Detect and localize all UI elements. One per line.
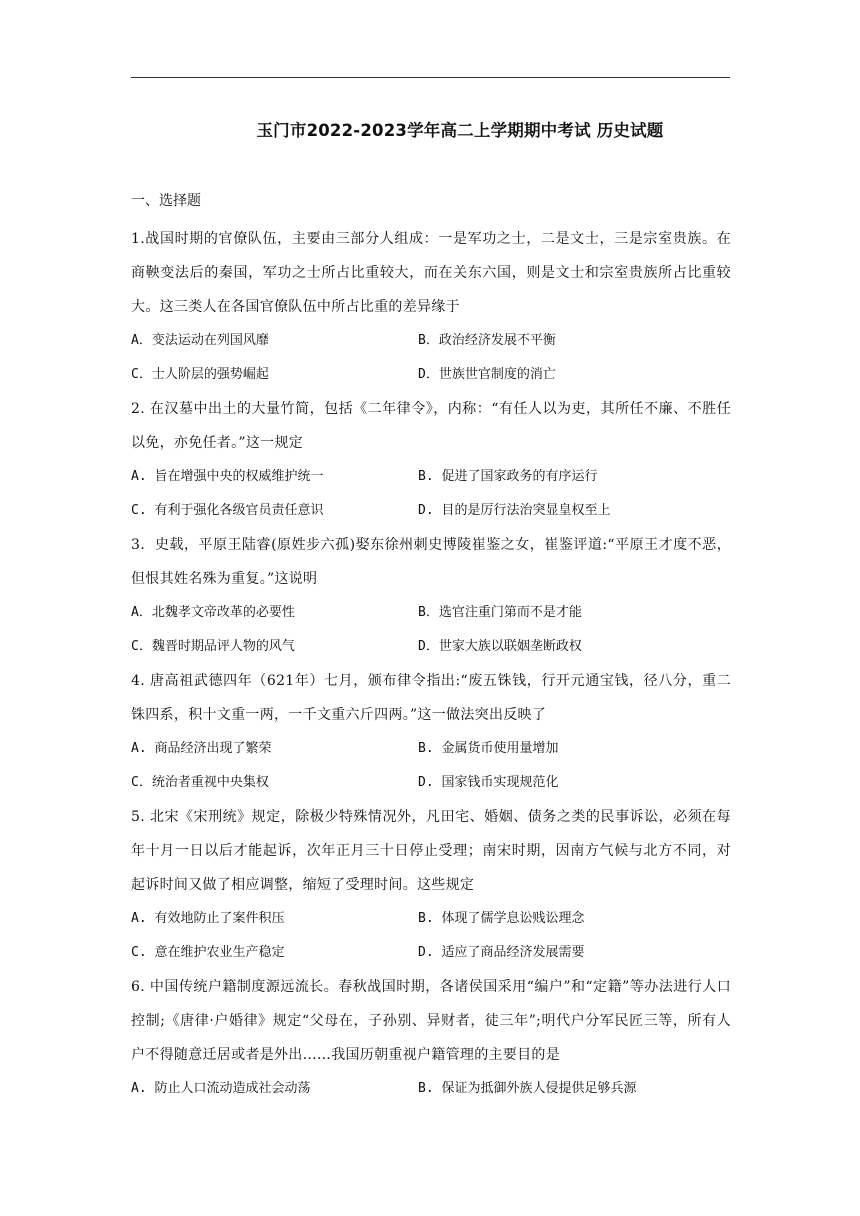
question-stem: 1.战国时期的官僚队伍，主要由三部分人组成：一是军功之士，二是文士，三是宗室贵族。在商鞅变法后的秦国，军功之士所占比重较大，而在关东六国，则是文士和宗室贵族所占比重较大。这三类人在各国官僚队伍中所占比重的差异缘于	[131, 231, 731, 315]
option-row	[131, 358, 731, 392]
option-row	[131, 902, 731, 936]
option-a: A. 旨在增强中央的权威维护统一	[131, 469, 324, 484]
question-stem: 2. 在汉墓中出土的大量竹简，包括《二年律令》，内称：“有任人以为吏，其所任不廉、不胜任以免，亦免任者。”这一规定	[131, 401, 731, 451]
question-2	[131, 392, 731, 528]
option-a: A. 防止人口流动造成社会动荡	[131, 1081, 311, 1096]
option-c: C. 有利于强化各级官员责任意识	[131, 503, 324, 518]
option-row	[131, 596, 731, 630]
option-d: D．世族世官制度的消亡	[418, 367, 556, 382]
option-row	[131, 494, 731, 528]
option-b: B．政治经济发展不平衡	[418, 333, 556, 348]
question-stem: 5. 北宋《宋刑统》规定，除极少特殊情况外，凡田宅、婚姻、债务之类的民事诉讼，必须在每年十月一日以后才能起诉，次年正月三十日停止受理；南宋时期，因南方气候与北方不同，对起诉时间又做了相应调整，缩短了受理时间。这些规定	[131, 809, 731, 893]
option-row	[131, 766, 731, 800]
page-title: 玉门市2022-2023学年高二上学期期中考试 历史试题	[256, 121, 664, 140]
question-list	[131, 222, 731, 1106]
option-row	[131, 460, 731, 494]
question-1	[131, 222, 731, 392]
option-row	[131, 936, 731, 970]
option-c: C．统治者重视中央集权	[131, 775, 269, 790]
option-a: A．北魏孝文帝改革的必要性	[131, 605, 295, 620]
option-b: B. 促进了国家政务的有序运行	[418, 469, 598, 484]
option-row	[131, 732, 731, 766]
option-c: C. 意在维护农业生产稳定	[131, 945, 285, 960]
question-6	[131, 970, 731, 1106]
question-3	[131, 528, 731, 664]
option-c: C．士人阶层的强势崛起	[131, 367, 269, 382]
option-row	[131, 630, 731, 664]
option-c: C．魏晋时期品评人物的风气	[131, 639, 295, 654]
question-stem: 6. 中国传统户籍制度源远流长。春秋战国时期，各诸侯国采用“编户”和“定籍”等办法进行人口控制;《唐律·户婚律》规定“父母在，子孙别、异财者，徒三年”;明代户分军民匠三等，所有人户不得随意迁居或者是外出……我国历朝重视户籍管理的主要目的是	[131, 979, 731, 1063]
option-d: D. 适应了商品经济发展需要	[418, 945, 585, 960]
option-b: B. 保证为抵御外族人侵提供足够兵源	[418, 1081, 637, 1096]
option-a: A. 商品经济出现了繁荣	[131, 741, 272, 756]
option-d: D. 目的是厉行法治突显皇权至上	[418, 503, 611, 518]
option-b: B. 体现了儒学息讼贱讼理念	[418, 911, 585, 926]
option-a: A. 有效地防止了案件积压	[131, 911, 285, 926]
question-stem: 4. 唐高祖武德四年（621年）七月，颁布律令指出:“废五铢钱，行开元通宝钱，径八分，重二铢四系，积十文重一两，一千文重六斤四两。”这一做法突出反映了	[131, 673, 731, 723]
question-4	[131, 664, 731, 800]
option-d: D．世家大族以联姻垄断政权	[418, 639, 582, 654]
question-5	[131, 800, 731, 970]
option-b: B．选官注重门第而不是才能	[418, 605, 582, 620]
option-d: D. 国家钱币实现规范化	[418, 775, 559, 790]
option-row	[131, 324, 731, 358]
option-a: A．变法运动在列国风靡	[131, 333, 269, 348]
option-b: B. 金属货币使用量增加	[418, 741, 559, 756]
header-rule	[131, 77, 730, 78]
question-stem: 3．史载，平原王陆睿(原姓步六孤)娶东徐州刺史博陵崔鉴之女，崔鉴评道:“平原王才度不恶，但恨其姓名殊为重复。”这说明	[131, 537, 731, 587]
option-row	[131, 1072, 731, 1106]
section-heading: 一、选择题	[131, 193, 201, 209]
